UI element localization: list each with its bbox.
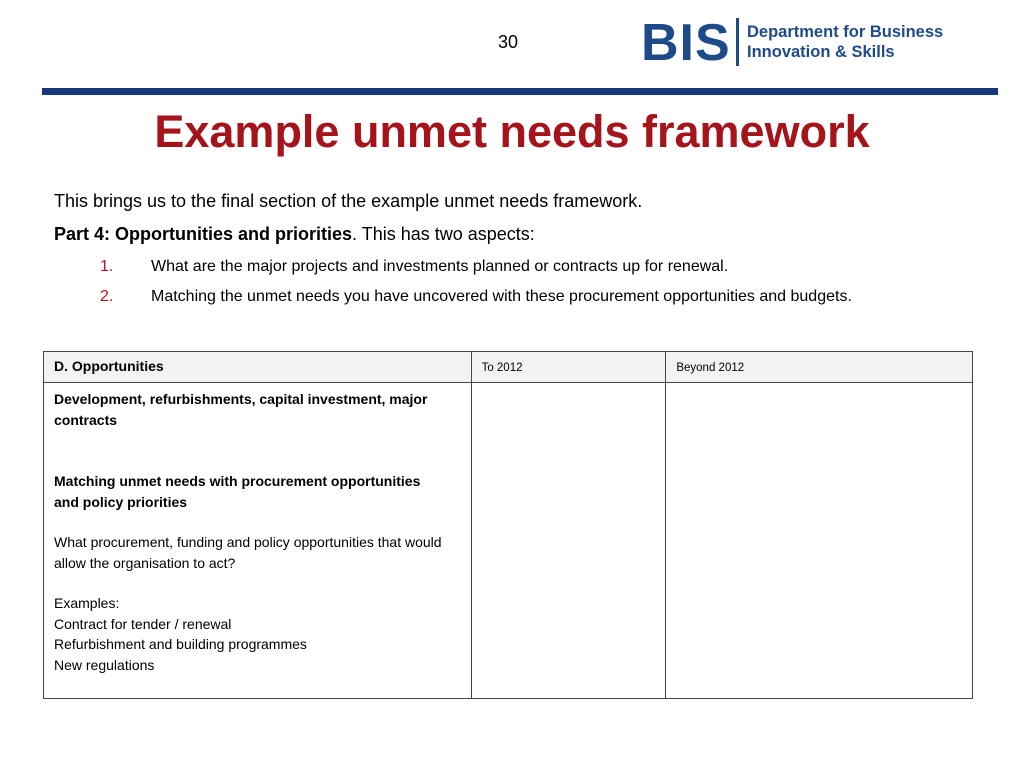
aspects-list	[100, 256, 980, 316]
example-item: Contract for tender / renewal	[54, 615, 232, 632]
cell-heading-2-line-1: Matching unmet needs with procurement opportunities	[54, 473, 421, 489]
opportunities-cell	[44, 383, 472, 699]
logo-line-1: Department for Business	[747, 23, 944, 41]
list-text: What are the major projects and investments planned or contracts up for renewal.	[151, 258, 729, 275]
cell-question: What procurement, funding and policy opportunities that would allow the organisation to act?	[54, 534, 442, 571]
logo-divider	[736, 18, 739, 66]
list-number: 1.	[100, 258, 114, 275]
table-header-row	[44, 352, 973, 383]
list-number: 2.	[100, 288, 114, 305]
header-opportunities: D. Opportunities	[44, 352, 472, 383]
part-heading-rest: . This has two aspects:	[352, 224, 535, 244]
cell-heading-2-line-2: and policy priorities	[54, 493, 188, 510]
cell-heading-1: Development, refurbishments, capital investment, major contracts	[54, 391, 428, 428]
slide-title: Example unmet needs framework	[154, 106, 870, 157]
table-row	[44, 383, 973, 699]
opportunities-table	[43, 351, 973, 699]
part-heading	[54, 224, 535, 245]
example-item: New regulations	[54, 656, 155, 673]
list-item	[100, 256, 980, 278]
list-item	[100, 286, 980, 308]
logo-line-2: Innovation & Skills	[747, 43, 895, 61]
part-heading-bold: Part 4: Opportunities and priorities	[54, 224, 353, 244]
list-text: Matching the unmet needs you have uncovered with these procurement opportunities and budgets.	[151, 288, 852, 305]
header-to-2012: To 2012	[471, 352, 666, 383]
examples-label: Examples:	[54, 595, 120, 611]
beyond-2012-cell[interactable]	[666, 383, 973, 699]
to-2012-cell[interactable]	[471, 383, 666, 699]
intro-text: This brings us to the final section of the example unmet needs framework.	[54, 191, 643, 211]
header-beyond-2012: Beyond 2012	[666, 352, 973, 383]
header-rule	[42, 88, 998, 95]
example-item: Refurbishment and building programmes	[54, 636, 307, 652]
logo-text	[747, 22, 987, 62]
slide-number: 30	[497, 32, 519, 52]
logo-mark: BIS	[641, 14, 731, 72]
